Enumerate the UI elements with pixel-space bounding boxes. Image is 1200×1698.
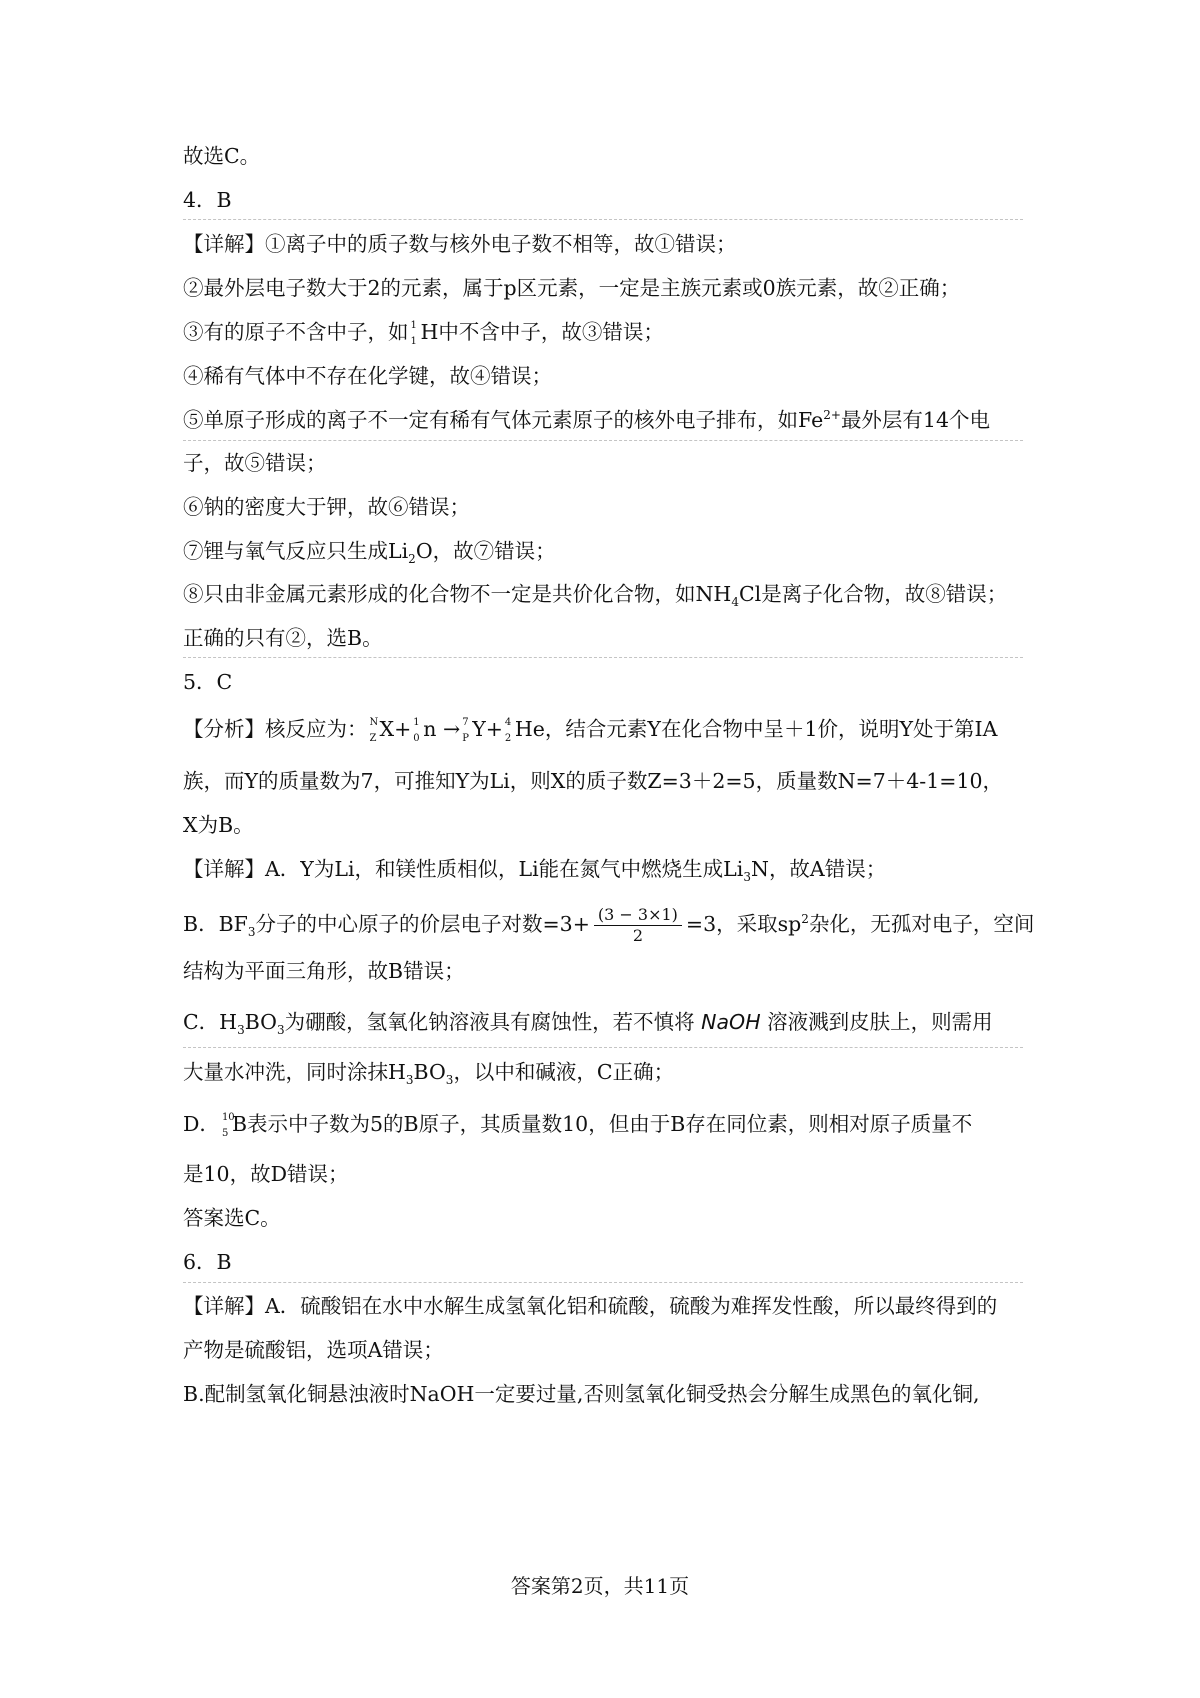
q5-analysis-3: X为B。 [183, 813, 254, 837]
q4-detail-4: ④稀有气体中不存在化学键，故④错误； [183, 364, 552, 388]
q5-analysis-1: 【分析】核反应为： N Z X+ 1 0 n → 7 P Y+ 4 2 He，结合元素Y在化合物中呈＋1价，说明Y处于第ⅠA [183, 716, 998, 744]
question-5-heading: 5．C [183, 670, 233, 694]
nuclide-notation: N Z [369, 716, 379, 744]
q5-analysis-2: 族，而Y的质量数为7，可推知Y为Li，则X的质子数Z=3＋2=5，质量数N=7＋4-1=10， [183, 769, 1004, 793]
q5-detail-a: 【详解】A．Y为Li，和镁性质相似，Li能在氮气中燃烧生成$Li_3N$，故A错误； [183, 857, 887, 885]
q4-detail-6: ⑥钠的密度大于钾，故⑥错误； [183, 495, 470, 519]
nuclide-notation: 10 5 [221, 1111, 235, 1139]
q5-detail-c: C．$H_3BO_3$为硼酸，氢氧化钠溶液具有腐蚀性，若不慎将 NaOH 溶液溅到皮肤上，则需用 [183, 1010, 993, 1038]
q6-detail-b: B.配制氢氧化铜悬浊液时NaOH一定要过量,否则氢氧化铜受热会分解生成黑色的氧化铜, [183, 1382, 980, 1406]
q5-detail-d: D． 10 5 B表示中子数为5的B原子，其质量数10，但由于B存在同位素，则相对原子质量不 [183, 1111, 973, 1139]
q5-detail-d-cont: 是10，故D错误； [183, 1162, 349, 1186]
divider [183, 1047, 1023, 1048]
q5-detail-c-cont: 大量水冲洗，同时涂抹$H_3BO_3$，以中和碱液，C正确； [183, 1060, 675, 1088]
q6-detail-a: 【详解】A．硫酸铝在水中水解生成氢氧化铝和硫酸，硫酸为难挥发性酸，所以最终得到的 [183, 1294, 998, 1318]
divider [183, 657, 1023, 658]
q4-detail-5: ⑤单原子形成的离子不一定有稀有气体元素原子的核外电子排布，如$Fe^{2+}$最外层有14个电 [183, 408, 991, 432]
q4-detail-7: ⑦锂与氧气反应只生成$Li_2O$，故⑦错误； [183, 539, 556, 567]
q4-detail-5-cont: 子，故⑤错误； [183, 451, 327, 475]
q4-detail-2: ②最外层电子数大于2的元素，属于p区元素，一定是主族元素或0族元素，故②正确； [183, 276, 961, 300]
divider [183, 219, 1023, 220]
question-6-heading: 6．B [183, 1250, 232, 1274]
q6-detail-a-cont: 产物是硫酸铝，选项A错误； [183, 1338, 444, 1362]
q4-detail-1: 【详解】①离子中的质子数与核外电子数不相等，故①错误； [183, 232, 737, 256]
q4-answer: 正确的只有②，选B。 [183, 626, 383, 650]
q4-detail-8: ⑧只由非金属元素形成的化合物不一定是共价化合物，如$NH_4Cl$是离子化合物，故⑧错误； [183, 582, 1008, 610]
q5-answer: 答案选C。 [183, 1206, 281, 1230]
fraction: $\frac{(3 - 3\times 1)}{2}$ [594, 905, 682, 946]
q4-detail-3: ③有的原子不含中子，如 1 1 H中不含中子，故③错误； [183, 319, 664, 347]
line-conclusion-prev: 故选C。 [183, 144, 261, 168]
nuclide-notation: 7 P [462, 716, 469, 744]
nuclide-notation: 1 0 [413, 716, 420, 744]
isotope-notation: 1 1 [410, 319, 417, 347]
nuclide-notation: 4 2 [504, 716, 512, 744]
q5-detail-b-cont: 结构为平面三角形，故B错误； [183, 959, 465, 983]
question-4-heading: 4．B [183, 188, 232, 212]
page-footer: 答案第2页，共11页 [510, 1574, 690, 1598]
q5-detail-b: B．$BF_3$分子的中心原子的价层电子对数=3+ $\frac{(3 - 3\times 1)}{2}$ =3，采取$sp^2$杂化，无孤对电子，空间 [183, 905, 1035, 945]
divider [183, 1282, 1023, 1283]
divider [183, 440, 1023, 441]
